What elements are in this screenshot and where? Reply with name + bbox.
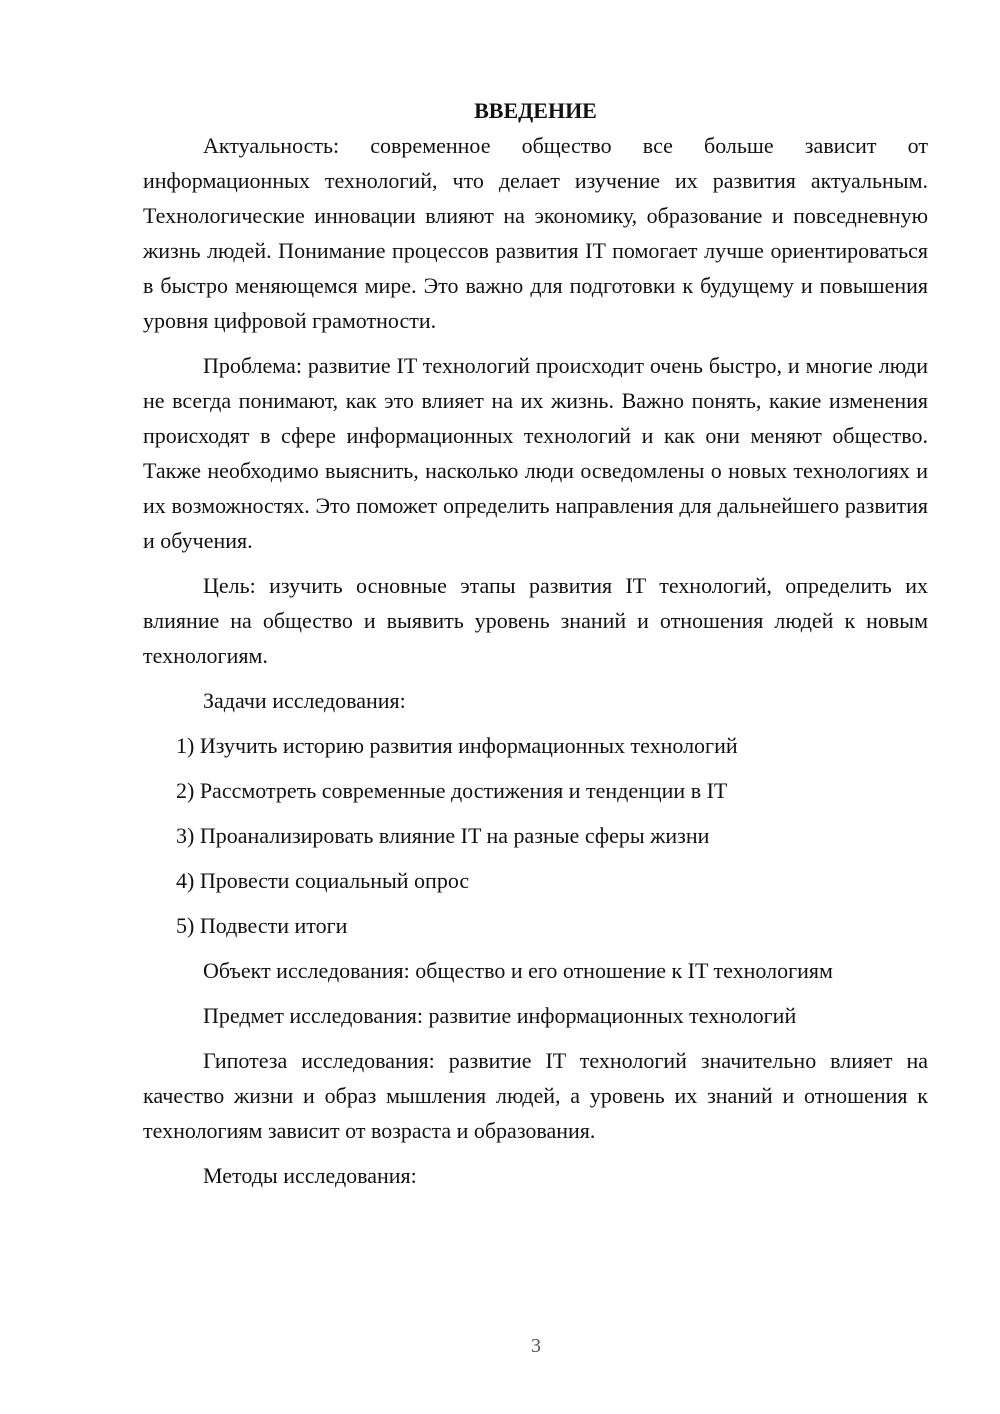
subject-paragraph: Предмет исследования: развитие информационных технологий xyxy=(203,1003,797,1028)
tasks-list xyxy=(143,728,928,943)
page-title: ВВЕДЕНИЕ xyxy=(474,98,597,123)
problem-paragraph: Проблема: развитие IT технологий происходит очень быстро, и многие люди не всегда понимают, как это влияет на их жизнь. Важно понять, какие изменения происходят в сфере информационных технологий и как они меняют общество. Также необходимо выяснить, насколько люди осведомлены о новых технологиях и их возможностях. Это поможет определить направления для дальнейшего развития и обучения. xyxy=(143,353,928,553)
task-item: 3) Проанализировать влияние IT на разные сферы жизни xyxy=(176,823,710,848)
task-item: 2) Рассмотреть современные достижения и тенденции в IT xyxy=(176,778,728,803)
task-item: 4) Провести социальный опрос xyxy=(176,868,470,893)
task-item: 1) Изучить историю развития информационных технологий xyxy=(176,733,738,758)
page-content xyxy=(143,93,928,1193)
page-number: 3 xyxy=(531,1335,541,1357)
hypothesis-paragraph: Гипотеза исследования: развитие IT технологий значительно влияет на качество жизни и образ мышления людей, а уровень их знаний и отношения к технологиям зависит от возраста и образования. xyxy=(143,1048,928,1143)
methods-paragraph: Методы исследования: xyxy=(203,1163,417,1188)
object-paragraph: Объект исследования: общество и его отношение к IT технологиям xyxy=(203,958,833,983)
goal-paragraph: Цель: изучить основные этапы развития IT технологий, определить их влияние на общество и выявить уровень знаний и отношения людей к новым технологиям. xyxy=(143,573,928,668)
task-item: 5) Подвести итоги xyxy=(176,913,348,938)
relevance-paragraph: Актуальность: современное общество все больше зависит от информационных технологий, что делает изучение их развития актуальным. Технологические инновации влияют на экономику, образование и повседневную жизнь людей. Понимание процессов развития IT помогает лучше ориентироваться в быстро меняющемся мире. Это важно для подготовки к будущему и повышения уровня цифровой грамотности. xyxy=(143,133,928,333)
tasks-heading: Задачи исследования: xyxy=(203,688,406,713)
